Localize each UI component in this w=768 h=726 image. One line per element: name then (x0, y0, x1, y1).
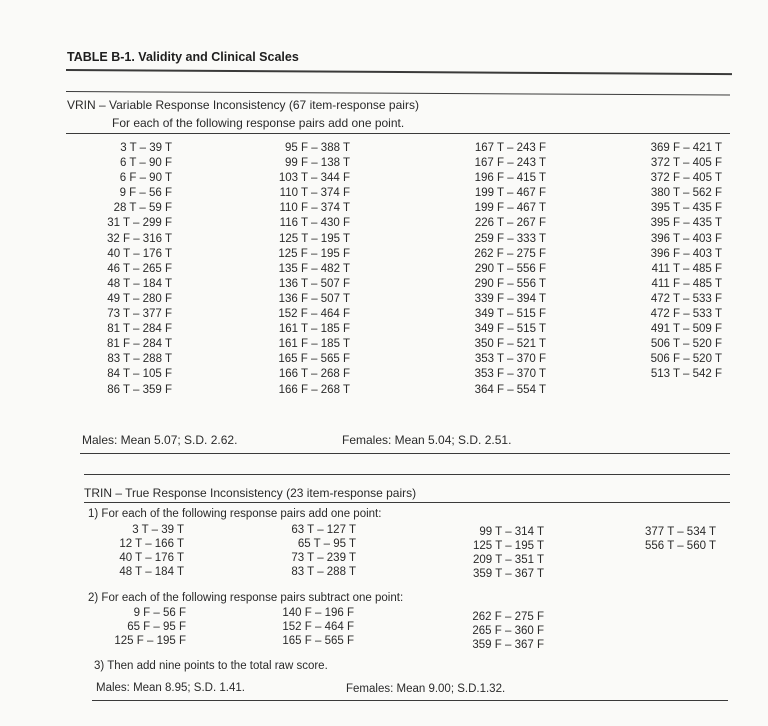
list-item: 262 F – 275 F (474, 247, 546, 260)
list-item: 125 T – 195 T (279, 232, 350, 245)
list-item: 411 F – 485 T (651, 277, 722, 290)
vrin-column-4 (622, 141, 722, 383)
trin-females-stats: Females: Mean 9.00; S.D.1.32. (346, 683, 506, 695)
list-item: 395 T – 435 F (650, 202, 722, 215)
list-item: 86 T – 359 F (107, 383, 172, 396)
trin-step-2 (88, 592, 403, 604)
list-item: 48 T – 184 T (119, 566, 184, 578)
list-item: 40 T – 176 T (119, 552, 184, 564)
vrin-bottom-rule (80, 453, 730, 454)
list-item: 3 T – 39 T (132, 524, 184, 536)
list-item: 81 T – 284 F (107, 323, 172, 336)
list-item: 83 T – 288 T (107, 353, 172, 366)
list-item: 290 T – 556 F (474, 262, 546, 275)
list-item: 259 F – 333 T (474, 232, 546, 245)
list-item: 99 F – 138 T (285, 157, 350, 170)
list-item: 125 F – 195 F (278, 247, 350, 260)
list-item: 411 T – 485 F (651, 262, 722, 275)
list-item: 3 T – 39 T (120, 142, 172, 154)
list-item: 46 T – 265 F (107, 262, 172, 275)
list-item: 349 F – 515 T (474, 323, 546, 336)
trin-step-1: 1) For each of the following response pairs add one point: (88, 508, 382, 520)
list-item: 31 T – 299 F (107, 217, 172, 230)
vrin-females-stats: Females: Mean 5.04; S.D. 2.51. (342, 433, 512, 447)
list-item: 372 T – 405 F (650, 157, 722, 170)
trin-males-stats: Males: Mean 8.95; S.D. 1.41. (96, 682, 245, 694)
list-item: 199 F – 467 T (474, 202, 546, 215)
list-item: 556 T – 560 T (645, 540, 716, 552)
list-item: 81 F – 284 T (107, 338, 172, 351)
trin-subtract-column-1 (104, 606, 186, 648)
vrin-males-stats: Males: Mean 5.07; S.D. 2.62. (82, 433, 238, 447)
list-item: 349 T – 515 F (474, 308, 546, 321)
list-item: 353 F – 370 T (474, 368, 546, 381)
trin-subtract-column-2 (266, 606, 354, 648)
list-item: 199 T – 467 F (474, 187, 546, 200)
list-item: 116 T – 430 F (279, 217, 350, 230)
list-item: 161 F – 185 T (278, 338, 350, 351)
vrin-column-1 (92, 141, 172, 398)
list-item: 265 F – 360 F (472, 625, 544, 637)
trin-top-rule (84, 474, 730, 475)
vrin-header-rule (66, 133, 730, 134)
list-item: 262 F – 275 F (472, 611, 544, 623)
list-item: 84 T – 105 F (107, 368, 172, 381)
list-item: 135 F – 482 T (278, 262, 350, 275)
list-item: 103 T – 344 F (278, 172, 350, 185)
trin-add-column-3 (446, 525, 544, 581)
list-item: 99 T – 314 T (479, 526, 544, 538)
vrin-column-3 (446, 141, 546, 398)
list-item: 506 F – 520 T (650, 353, 722, 366)
list-item: 506 T – 520 F (650, 338, 722, 351)
vrin-instruction: For each of the following response pairs add one point. (112, 116, 405, 130)
trin-bottom-rule (92, 700, 728, 701)
list-item: 6 T – 90 F (120, 157, 172, 170)
list-item: 359 F – 367 F (472, 639, 544, 651)
title-rule (66, 69, 732, 75)
list-item: 40 T – 176 T (107, 247, 172, 260)
list-item: 140 F – 196 F (282, 607, 354, 619)
list-item: 73 T – 377 F (107, 308, 172, 321)
vrin-column-2 (252, 141, 350, 398)
trin-subtract-column-3 (446, 610, 544, 652)
list-item: 491 T – 509 F (650, 323, 722, 336)
list-item: 339 F – 394 T (474, 292, 546, 305)
vrin-top-rule (66, 91, 730, 95)
list-item: 226 T – 267 F (474, 217, 546, 230)
list-item: 9 F – 56 F (133, 607, 186, 619)
list-item: 63 T – 127 T (291, 524, 356, 536)
list-item: 165 F – 565 F (278, 353, 350, 366)
vrin-heading: VRIN – Variable Response Inconsistency (67 item-response pairs) (67, 98, 419, 112)
list-item: 359 T – 367 T (473, 568, 544, 580)
list-item: 125 F – 195 F (114, 635, 186, 647)
list-item: 161 T – 185 F (278, 323, 350, 336)
list-item: 152 F – 464 F (282, 621, 354, 633)
list-item: 65 F – 95 F (127, 621, 186, 633)
trin-step-3: 3) Then add nine points to the total raw score. (94, 660, 328, 672)
trin-header-rule (84, 502, 730, 503)
list-item: 167 T – 243 F (474, 142, 546, 154)
list-item: 6 F – 90 T (119, 172, 172, 185)
list-item: 167 F – 243 T (474, 157, 546, 170)
list-item: 136 T – 507 F (278, 277, 350, 290)
list-item: 472 T – 533 F (650, 292, 722, 305)
list-item: 28 T – 59 F (113, 202, 172, 215)
list-item: 165 F – 565 F (282, 635, 354, 647)
list-item: 65 T – 95 T (297, 538, 356, 550)
list-item: 9 F – 56 F (119, 187, 172, 200)
list-item: 196 F – 415 T (474, 172, 546, 185)
list-item: 364 F – 554 T (474, 383, 546, 396)
list-item: 152 F – 464 F (278, 308, 350, 321)
list-item: 353 T – 370 F (474, 353, 546, 366)
list-item: 395 F – 435 T (650, 217, 722, 230)
trin-add-column-4 (620, 525, 716, 553)
list-item: 32 F – 316 T (107, 232, 172, 245)
list-item: 73 T – 239 T (291, 552, 356, 564)
list-item: 125 T – 195 T (473, 540, 544, 552)
list-item: 110 F – 374 T (279, 202, 350, 215)
list-item: 380 T – 562 F (650, 187, 722, 200)
list-item: 372 F – 405 T (650, 172, 722, 185)
list-item: 209 T – 351 T (473, 554, 544, 566)
list-item: 166 F – 268 T (278, 383, 350, 396)
list-item: 12 T – 166 T (119, 538, 184, 550)
list-item: 83 T – 288 T (291, 566, 356, 578)
list-item: 49 T – 280 F (107, 292, 172, 305)
list-item: 290 F – 556 T (474, 277, 546, 290)
list-item: 136 F – 507 T (278, 292, 350, 305)
trin-add-column-2 (270, 523, 356, 579)
list-item: 350 F – 521 T (474, 338, 546, 351)
list-item: 48 T – 184 T (107, 277, 172, 290)
trin-add-column-1 (104, 523, 184, 579)
table-title: TABLE B-1. Validity and Clinical Scales (67, 50, 299, 64)
list-item: 110 T – 374 F (279, 187, 350, 200)
list-item: 369 F – 421 T (650, 142, 722, 154)
trin-heading: TRIN – True Response Inconsistency (23 item-response pairs) (84, 486, 417, 500)
list-item: 95 F – 388 T (285, 142, 350, 154)
list-item: 377 T – 534 T (645, 526, 716, 538)
list-item: 396 T – 403 F (650, 232, 722, 245)
list-item: 166 T – 268 F (278, 368, 350, 381)
list-item: 472 F – 533 T (650, 308, 722, 321)
list-item: 396 F – 403 T (650, 247, 722, 260)
trin-step-2-text: 2) For each of the following response pairs subtract one point: (88, 592, 404, 604)
list-item: 513 T – 542 F (650, 368, 722, 381)
